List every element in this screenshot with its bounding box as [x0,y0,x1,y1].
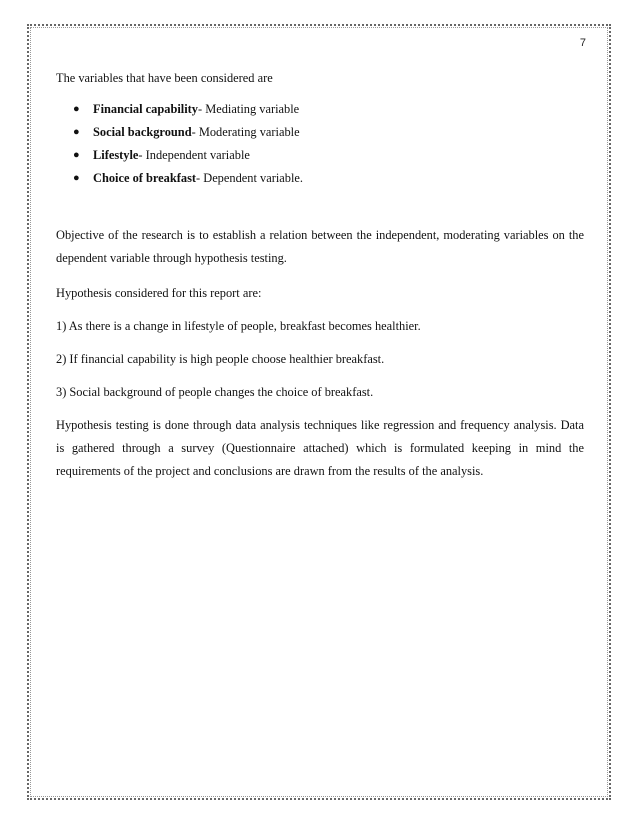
variables-list [56,100,584,192]
variable-description: - Moderating variable [191,124,300,139]
testing-paragraph: Hypothesis testing is done through data analysis techniques like regression and frequency analysis. Data is gathered through a survey (Questionnaire attached) which is formulated keeping in mind the requirements of the project and conclusions are drawn from the results of the analysis. [56,417,584,478]
list-item [56,169,584,192]
list-item [56,100,584,123]
variable-description: - Independent variable [138,147,250,162]
hypothesis-1: 1) As there is a change in lifestyle of people, breakfast becomes healthier. [56,318,421,333]
list-item [56,123,584,146]
hypothesis-2: 2) If financial capability is high people choose healthier breakfast. [56,351,385,366]
hypothesis-3: 3) Social background of people changes the choice of breakfast. [56,384,374,399]
variable-description: - Mediating variable [198,101,300,116]
variable-name: Social background [93,124,192,139]
bullet-icon: ● [73,102,80,115]
objective-paragraph: Objective of the research is to establish a relation between the independent, moderating variables on the dependent variable through hypothesis testing. [56,227,584,265]
variable-name: Choice of breakfast [93,170,197,185]
variable-name: Lifestyle [93,147,139,162]
page-number: 7 [579,37,586,49]
bullet-icon: ● [73,148,80,161]
list-item [56,146,584,169]
hypothesis-heading: Hypothesis considered for this report are: [56,285,262,300]
bullet-icon: ● [73,171,80,184]
bullet-icon: ● [73,125,80,138]
variable-description: - Dependent variable. [196,170,304,185]
variable-name: Financial capability [93,101,198,116]
intro-text: The variables that have been considered are [56,71,273,85]
document-body [56,70,584,495]
